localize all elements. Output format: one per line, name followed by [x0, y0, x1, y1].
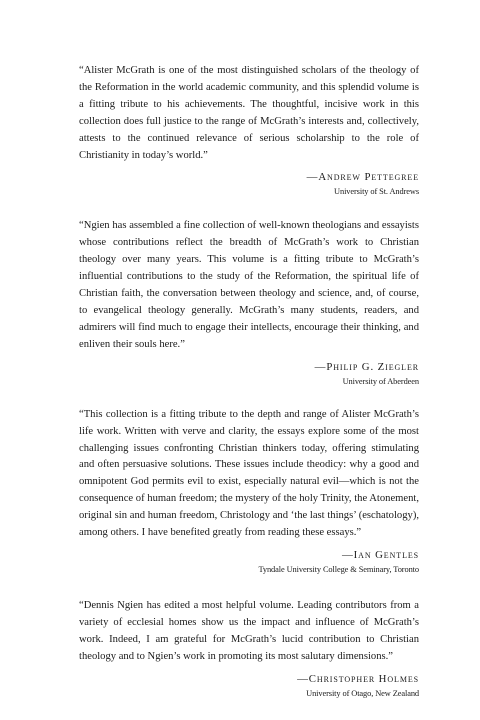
endorsement — [79, 218, 419, 387]
endorsement-author: —Andrew Pettegree — [306, 171, 419, 184]
endorsement-affiliation: University of St. Andrews — [334, 187, 419, 197]
endorsement-attribution — [79, 359, 419, 388]
endorsement-author: —Ian Gentles — [341, 548, 419, 561]
endorsement-affiliation: University of Otago, New Zealand — [306, 688, 419, 698]
endorsement — [79, 63, 419, 198]
endorsement-affiliation: University of Aberdeen — [342, 376, 419, 386]
endorsement-quote: “Dennis Ngien has edited a most helpful volume. Leading contributors from a variety of ecclesial homes show us the impact and influence of McGrath’s work. Indeed, I am grateful for McGrath’s lucid contribution to Christian theology and to Ngien’s work in promoting its most salutary dimensions.” — [79, 599, 419, 662]
endorsement — [79, 407, 419, 576]
endorsement-author: —Christopher Holmes — [297, 672, 419, 685]
endorsement-author: —Philip G. Ziegler — [314, 360, 419, 373]
endorsement-attribution — [79, 671, 419, 700]
endorsement-affiliation: Tyndale University College & Seminary, Toronto — [258, 564, 419, 574]
endorsement-quote: “Ngien has assembled a fine collection of well-known theologians and essayists whose contributions reflect the breadth of McGrath’s work to Christian theology over many years. This volume is a fitting tribute to McGrath’s influential contributions to the study of the Reformation, the spiritual life of Christian faith, the conversation between theology and science, and, of course, to evangelical theology generally. McGrath’s many students, readers, and admirers will find much to engage their intellects, encourage their thinking, and enliven their souls here.” — [79, 220, 419, 350]
endorsement-quote: “Alister McGrath is one of the most distinguished scholars of the theology of the Reformation in the world academic community, and this splendid volume is a fitting tribute to his achievements. The thoughtful, incisive work in this collection does full justice to the range of McGrath’s interests and, collectively, attests to the continued relevance of serious scholarship to the role of Christianity in today’s world.” — [79, 65, 419, 161]
endorsement-quote: “This collection is a fitting tribute to the depth and range of Alister McGrath’s life work. Written with verve and clarity, the essays explore some of the most challenging issues confronting Christian thinkers today, offering stimulating and often persuasive solutions. These issues include theodicy: why a good and omnipotent God permits evil to exist, especially natural evil—which is not the consequence of human freedom; the mystery of the holy Trinity, the Atonement, original sin and human freedom, Christology and ‘the last things’ (eschatology), among others. I have benefited greatly from reading these essays.” — [79, 408, 419, 539]
endorsement — [79, 598, 419, 700]
endorsement-attribution — [79, 169, 419, 198]
endorsement-attribution — [79, 547, 419, 576]
